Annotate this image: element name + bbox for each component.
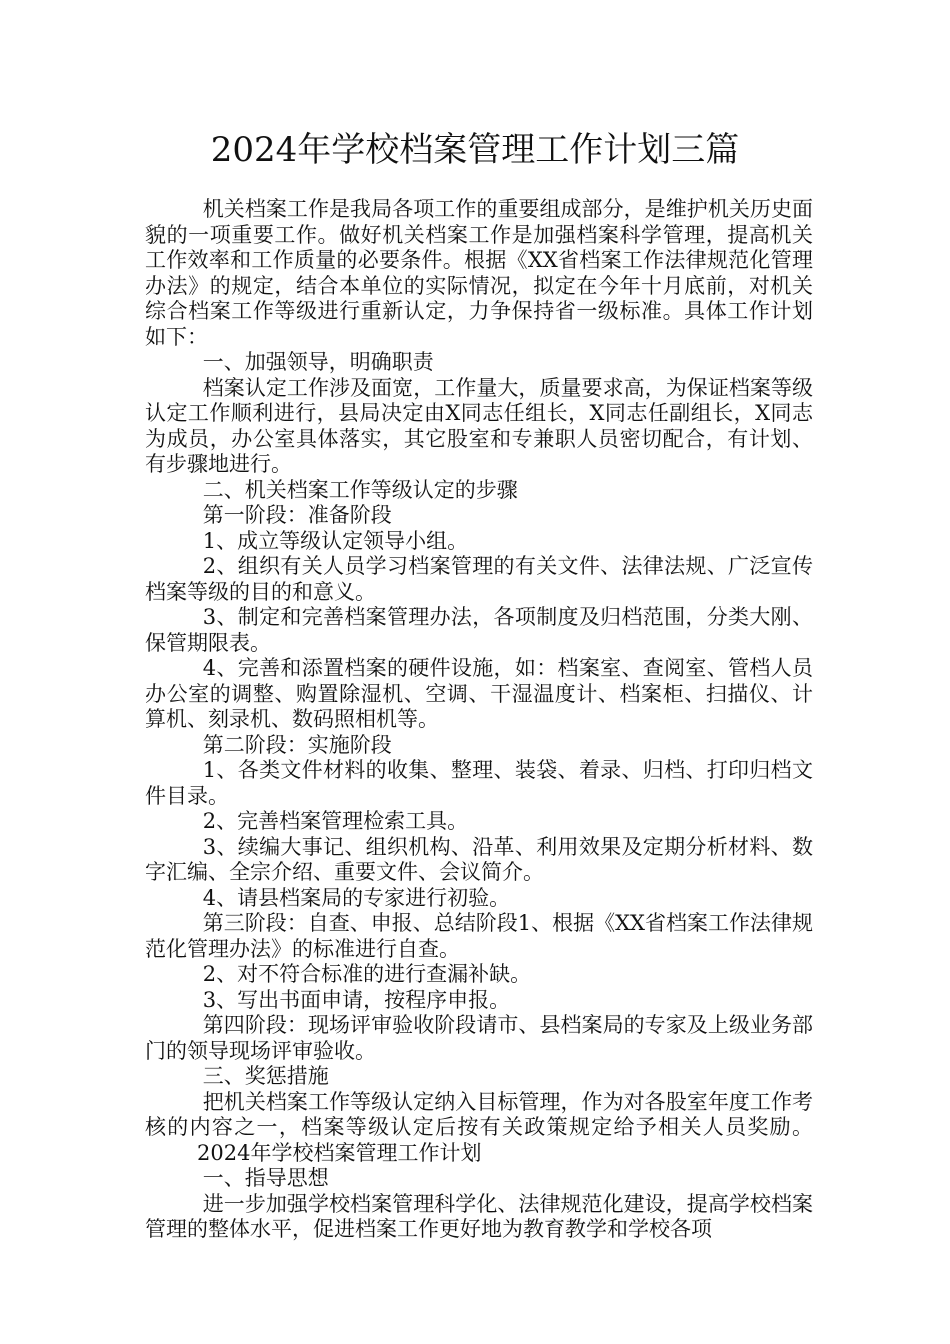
section-heading: 二、机关档案工作等级认定的步骤	[202, 477, 518, 502]
document-body	[145, 197, 813, 1243]
list-item: 2、完善档案管理检索工具。	[202, 809, 469, 833]
list-item: 3、写出书面申请，按程序申报。	[202, 987, 511, 1012]
list-item: 2、组织有关人员学习档案管理的有关文件、法律法规、广泛宣传档案等级的目的和意义。	[145, 554, 813, 604]
paragraph: 机关档案工作是我局各项工作的重要组成部分，是维护机关历史面貌的一项重要工作。做好机关档案工作是加强档案科学管理，提高机关工作效率和工作质量的必要条件。根据《XX省档案工作法律规范化管理办法》的规定，结合本单位的实际情况，拟定在今年十月底前，对机关综合档案工作等级进行重新认定，力争保持省一级标准。具体工作计划如下：	[145, 197, 813, 349]
paragraph-text: 把机关档案工作等级认定纳入目标管理，作为对各股室年度工作考核的内容之一，档案等级认定后按有关政策规定给予相关人员奖励。	[145, 1089, 813, 1139]
section-heading: 三、奖惩措施	[202, 1064, 329, 1088]
section-heading: 一、指导思想	[202, 1166, 329, 1190]
list-item: 3、续编大事记、组织机构、沿革、利用效果及定期分析材料、数字汇编、全宗介绍、重要文件、会议简介。	[145, 834, 813, 884]
list-item: 3、制定和完善档案管理办法，各项制度及归档范围，分类大刚、保管期限表。	[145, 605, 813, 655]
stage-heading: 第一阶段：准备阶段	[202, 503, 392, 527]
paragraph: 进一步加强学校档案管理科学化、法律规范化建设，提高学校档案管理的整体水平，促进档案工作更好地为教育教学和学校各项	[145, 1191, 813, 1241]
stage-heading: 第二阶段：实施阶段	[202, 732, 392, 757]
stage-heading: 第四阶段：现场评审验收阶段请市、县档案局的专家及上级业务部门的领导现场评审验收。	[145, 1013, 813, 1063]
list-item: 4、完善和添置档案的硬件设施，如：档案室、查阅室、管档人员办公室的调整、购置除湿机、空调、干湿温度计、档案柜、扫描仪、计算机、刻录机、数码照相机等。	[145, 656, 813, 731]
paragraph	[145, 1090, 813, 1167]
document-title: 2024年学校档案管理工作计划三篇	[210, 130, 740, 170]
section-heading: 一、加强领导，明确职责	[202, 350, 434, 374]
list-item: 1、各类文件材料的收集、整理、装袋、着录、归档、打印归档文件目录。	[145, 758, 813, 808]
list-item: 4、请县档案局的专家进行初验。	[202, 885, 511, 910]
list-item: 1、成立等级认定领导小组。	[202, 528, 469, 553]
list-item: 2、对不符合标准的进行查漏补缺。	[202, 962, 532, 986]
paragraph: 档案认定工作涉及面宽，工作量大，质量要求高，为保证档案等级认定工作顺利进行，县局决定由X同志任组长，X同志任副组长，X同志为成员，办公室具体落实，其它股室和专兼职人员密切配合，有计划、有步骤地进行。	[145, 375, 813, 476]
subtitle-inline: 2024年学校档案管理工作计划	[197, 1140, 482, 1165]
stage-heading: 第三阶段：自查、申报、总结阶段1、根据《XX省档案工作法律规范化管理办法》的标准进行自查。	[145, 911, 814, 961]
